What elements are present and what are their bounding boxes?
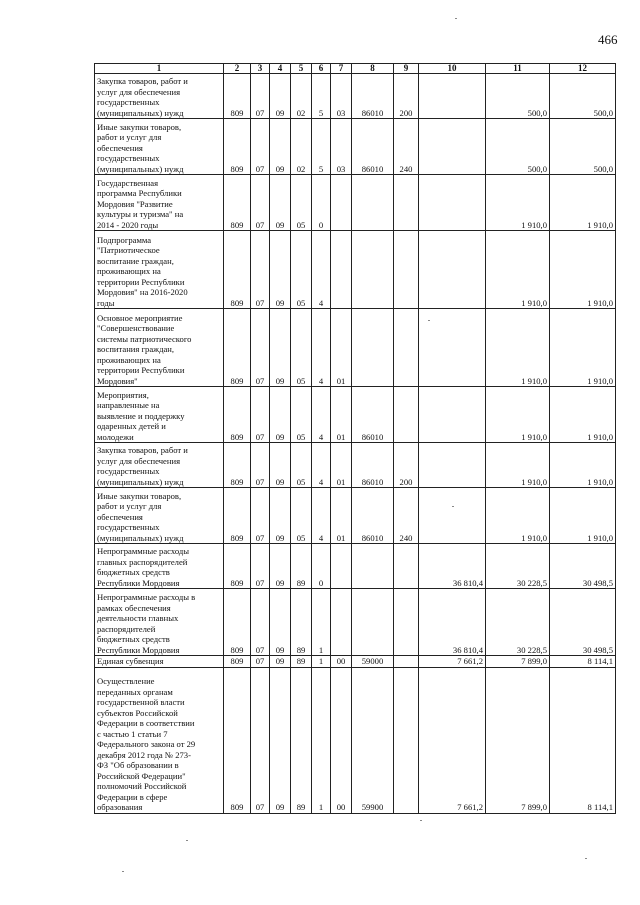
row-value-cell: 05 bbox=[291, 231, 312, 309]
row-value-cell: 1 910,0 bbox=[486, 231, 550, 309]
header-cell: 2 bbox=[224, 64, 251, 74]
row-value-cell: 240 bbox=[394, 119, 419, 175]
row-value-cell bbox=[419, 488, 486, 544]
row-value-cell: 30 228,5 bbox=[486, 544, 550, 589]
row-value-cell: 09 bbox=[270, 309, 291, 387]
scan-speck bbox=[455, 18, 457, 19]
row-value-cell: 59000 bbox=[352, 656, 394, 668]
row-value-cell: 01 bbox=[331, 488, 352, 544]
header-cell: 4 bbox=[270, 64, 291, 74]
row-value-cell: 500,0 bbox=[486, 74, 550, 119]
row-value-cell bbox=[352, 231, 394, 309]
row-value-cell: 07 bbox=[251, 667, 270, 813]
row-value-cell: 1 910,0 bbox=[486, 309, 550, 387]
table-row bbox=[95, 656, 616, 668]
table-row bbox=[95, 309, 616, 387]
row-value-cell bbox=[419, 443, 486, 488]
table-row bbox=[95, 119, 616, 175]
row-value-cell: 01 bbox=[331, 309, 352, 387]
row-value-cell: 1 910,0 bbox=[550, 309, 616, 387]
row-value-cell: 02 bbox=[291, 74, 312, 119]
row-value-cell: 4 bbox=[312, 488, 331, 544]
row-value-cell: 89 bbox=[291, 589, 312, 656]
row-value-cell bbox=[331, 589, 352, 656]
row-value-cell bbox=[394, 656, 419, 668]
row-value-cell: 86010 bbox=[352, 119, 394, 175]
header-cell: 10 bbox=[419, 64, 486, 74]
row-value-cell: 01 bbox=[331, 387, 352, 443]
row-value-cell: 07 bbox=[251, 589, 270, 656]
scan-speck bbox=[122, 871, 124, 872]
row-value-cell: 03 bbox=[331, 119, 352, 175]
row-value-cell bbox=[394, 544, 419, 589]
row-value-cell: 89 bbox=[291, 656, 312, 668]
row-value-cell: 809 bbox=[224, 667, 251, 813]
row-name-cell: Непрограммные расходы в рамках обеспечения деятельности главных распорядителей бюджетных средств Республики Мордовия bbox=[95, 589, 224, 656]
row-value-cell: 7 899,0 bbox=[486, 656, 550, 668]
row-value-cell: 1 910,0 bbox=[550, 387, 616, 443]
row-value-cell: 8 114,1 bbox=[550, 667, 616, 813]
row-value-cell: 240 bbox=[394, 488, 419, 544]
row-name-cell: Мероприятия, направленные на выявление и поддержку одаренных детей и молодежи bbox=[95, 387, 224, 443]
row-value-cell: 1 910,0 bbox=[486, 387, 550, 443]
row-value-cell: 09 bbox=[270, 119, 291, 175]
row-value-cell bbox=[419, 387, 486, 443]
row-value-cell: 7 899,0 bbox=[486, 667, 550, 813]
row-value-cell: 09 bbox=[270, 656, 291, 668]
table-row bbox=[95, 589, 616, 656]
row-name-cell: Непрограммные расходы главных распорядителей бюджетных средств Республики Мордовия bbox=[95, 544, 224, 589]
row-value-cell: 86010 bbox=[352, 443, 394, 488]
row-value-cell bbox=[352, 589, 394, 656]
row-value-cell: 09 bbox=[270, 488, 291, 544]
row-value-cell: 5 bbox=[312, 74, 331, 119]
row-value-cell: 500,0 bbox=[550, 119, 616, 175]
row-value-cell: 07 bbox=[251, 544, 270, 589]
row-value-cell: 09 bbox=[270, 667, 291, 813]
table-row bbox=[95, 175, 616, 231]
row-name-cell: Основное мероприятие "Совершенствование системы патриотического воспитания граждан, проживающих на территории Республики Мордовия" bbox=[95, 309, 224, 387]
row-value-cell: 809 bbox=[224, 544, 251, 589]
row-value-cell: 0 bbox=[312, 544, 331, 589]
scan-speck bbox=[585, 858, 587, 859]
header-cell: 3 bbox=[251, 64, 270, 74]
row-value-cell: 07 bbox=[251, 443, 270, 488]
header-cell: 8 bbox=[352, 64, 394, 74]
header-cell: 12 bbox=[550, 64, 616, 74]
row-value-cell: 4 bbox=[312, 443, 331, 488]
row-value-cell: 30 228,5 bbox=[486, 589, 550, 656]
row-value-cell: 05 bbox=[291, 309, 312, 387]
row-value-cell: 809 bbox=[224, 309, 251, 387]
row-value-cell: 1 910,0 bbox=[486, 175, 550, 231]
row-value-cell: 1 bbox=[312, 667, 331, 813]
row-value-cell: 07 bbox=[251, 231, 270, 309]
table-row bbox=[95, 544, 616, 589]
row-value-cell: 809 bbox=[224, 589, 251, 656]
row-value-cell: 809 bbox=[224, 74, 251, 119]
row-value-cell bbox=[331, 231, 352, 309]
row-value-cell bbox=[394, 387, 419, 443]
row-value-cell: 01 bbox=[331, 443, 352, 488]
table-body bbox=[95, 74, 616, 814]
row-value-cell: 200 bbox=[394, 74, 419, 119]
row-value-cell: 86010 bbox=[352, 387, 394, 443]
scan-speck bbox=[428, 320, 430, 321]
scan-speck bbox=[186, 840, 188, 841]
row-value-cell bbox=[331, 175, 352, 231]
row-value-cell: 05 bbox=[291, 175, 312, 231]
row-value-cell: 07 bbox=[251, 74, 270, 119]
row-name-cell: Подпрограмма "Патриотическое воспитание граждан, проживающих на территории Республики Мордовия" на 2016-2020 годы bbox=[95, 231, 224, 309]
row-value-cell: 1 bbox=[312, 656, 331, 668]
row-value-cell: 07 bbox=[251, 119, 270, 175]
row-name-cell: Осуществление переданных органам государственной власти субъектов Российской Федерации в соответствии с частью 1 статьи 7 Федерального закона от 29 декабря 2012 года № 273- ФЗ "Об образовании в Российской Федерации" полномочий Российской Федерации в сфере образования bbox=[95, 667, 224, 813]
row-value-cell: 809 bbox=[224, 488, 251, 544]
row-value-cell: 809 bbox=[224, 231, 251, 309]
row-value-cell bbox=[394, 589, 419, 656]
header-cell: 5 bbox=[291, 64, 312, 74]
row-value-cell: 7 661,2 bbox=[419, 667, 486, 813]
row-value-cell: 03 bbox=[331, 74, 352, 119]
header-cell: 9 bbox=[394, 64, 419, 74]
table-row bbox=[95, 387, 616, 443]
row-value-cell: 809 bbox=[224, 175, 251, 231]
row-value-cell: 5 bbox=[312, 119, 331, 175]
row-value-cell: 4 bbox=[312, 309, 331, 387]
row-value-cell bbox=[352, 544, 394, 589]
header-cell: 11 bbox=[486, 64, 550, 74]
row-value-cell: 1 910,0 bbox=[550, 443, 616, 488]
row-value-cell: 07 bbox=[251, 175, 270, 231]
row-value-cell bbox=[394, 175, 419, 231]
row-value-cell: 05 bbox=[291, 443, 312, 488]
row-name-cell: Иные закупки товаров, работ и услуг для обеспечения государственных (муниципальных) нужд bbox=[95, 119, 224, 175]
row-value-cell: 00 bbox=[331, 667, 352, 813]
table-row bbox=[95, 488, 616, 544]
row-value-cell: 36 810,4 bbox=[419, 589, 486, 656]
row-value-cell: 7 661,2 bbox=[419, 656, 486, 668]
row-value-cell: 1 910,0 bbox=[550, 231, 616, 309]
row-value-cell bbox=[394, 667, 419, 813]
row-value-cell: 07 bbox=[251, 656, 270, 668]
row-value-cell: 200 bbox=[394, 443, 419, 488]
row-value-cell: 809 bbox=[224, 387, 251, 443]
row-value-cell bbox=[352, 309, 394, 387]
scan-speck bbox=[452, 506, 454, 507]
row-value-cell: 05 bbox=[291, 387, 312, 443]
table-row bbox=[95, 443, 616, 488]
row-value-cell: 86010 bbox=[352, 74, 394, 119]
row-name-cell: Закупка товаров, работ и услуг для обеспечения государственных (муниципальных) нужд bbox=[95, 443, 224, 488]
row-value-cell: 09 bbox=[270, 544, 291, 589]
table-row bbox=[95, 667, 616, 813]
row-value-cell: 809 bbox=[224, 443, 251, 488]
header-row bbox=[95, 64, 616, 74]
table-row bbox=[95, 74, 616, 119]
row-value-cell: 809 bbox=[224, 119, 251, 175]
row-value-cell: 30 498,5 bbox=[550, 544, 616, 589]
row-value-cell: 00 bbox=[331, 656, 352, 668]
row-value-cell: 500,0 bbox=[486, 119, 550, 175]
scan-speck bbox=[420, 820, 422, 821]
row-value-cell bbox=[394, 231, 419, 309]
row-value-cell: 36 810,4 bbox=[419, 544, 486, 589]
row-value-cell: 59900 bbox=[352, 667, 394, 813]
row-value-cell: 09 bbox=[270, 175, 291, 231]
row-value-cell: 1 910,0 bbox=[486, 488, 550, 544]
header-cell: 6 bbox=[312, 64, 331, 74]
row-value-cell bbox=[419, 74, 486, 119]
row-value-cell: 4 bbox=[312, 231, 331, 309]
row-name-cell: Иные закупки товаров, работ и услуг для обеспечения государственных (муниципальных) нужд bbox=[95, 488, 224, 544]
row-name-cell: Единая субвенция bbox=[95, 656, 224, 668]
row-value-cell: 86010 bbox=[352, 488, 394, 544]
row-value-cell: 1 910,0 bbox=[486, 443, 550, 488]
row-value-cell bbox=[352, 175, 394, 231]
row-name-cell: Государственная программа Республики Мордовия "Развитие культуры и туризма" на 2014 - 2020 годы bbox=[95, 175, 224, 231]
budget-table bbox=[94, 63, 616, 814]
row-value-cell: 89 bbox=[291, 667, 312, 813]
row-value-cell: 09 bbox=[270, 74, 291, 119]
row-value-cell bbox=[394, 309, 419, 387]
row-value-cell: 30 498,5 bbox=[550, 589, 616, 656]
row-value-cell: 02 bbox=[291, 119, 312, 175]
row-value-cell: 09 bbox=[270, 231, 291, 309]
row-value-cell: 09 bbox=[270, 443, 291, 488]
row-value-cell: 07 bbox=[251, 387, 270, 443]
row-value-cell: 1 910,0 bbox=[550, 175, 616, 231]
row-value-cell: 1 910,0 bbox=[550, 488, 616, 544]
row-value-cell: 0 bbox=[312, 175, 331, 231]
row-value-cell bbox=[419, 119, 486, 175]
row-value-cell bbox=[419, 175, 486, 231]
row-value-cell bbox=[331, 544, 352, 589]
row-value-cell bbox=[419, 231, 486, 309]
row-value-cell: 8 114,1 bbox=[550, 656, 616, 668]
row-value-cell: 09 bbox=[270, 387, 291, 443]
row-value-cell: 4 bbox=[312, 387, 331, 443]
row-value-cell: 07 bbox=[251, 309, 270, 387]
page-number: 466 bbox=[598, 32, 618, 47]
row-value-cell: 09 bbox=[270, 589, 291, 656]
row-name-cell: Закупка товаров, работ и услуг для обеспечения государственных (муниципальных) нужд bbox=[95, 74, 224, 119]
table-row bbox=[95, 231, 616, 309]
row-value-cell: 500,0 bbox=[550, 74, 616, 119]
header-cell: 1 bbox=[95, 64, 224, 74]
row-value-cell: 89 bbox=[291, 544, 312, 589]
row-value-cell: 05 bbox=[291, 488, 312, 544]
row-value-cell: 1 bbox=[312, 589, 331, 656]
row-value-cell: 07 bbox=[251, 488, 270, 544]
row-value-cell: 809 bbox=[224, 656, 251, 668]
header-cell: 7 bbox=[331, 64, 352, 74]
